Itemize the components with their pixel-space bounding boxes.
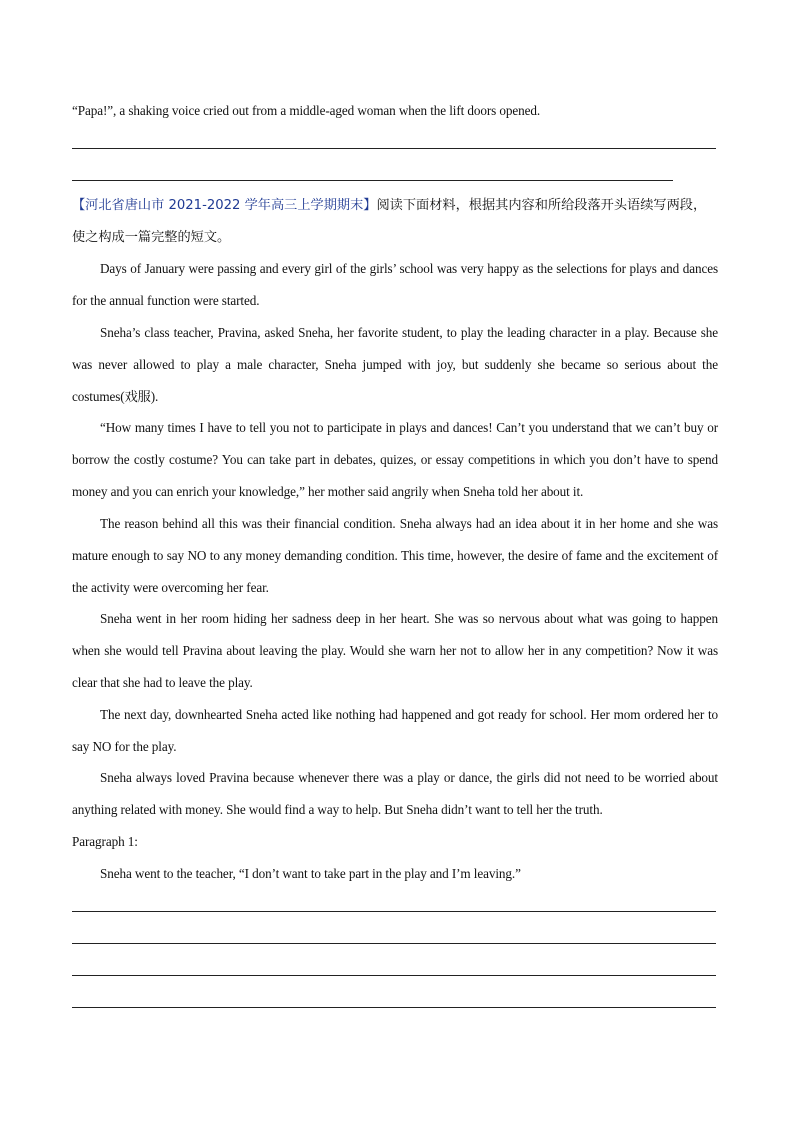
question-header — [72, 190, 722, 254]
question-source: 【河北省唐山市 2021-2022 学年高三上学期期末】 — [72, 198, 377, 213]
paragraph1-opening: Sneha went to the teacher, “I don’t want to take part in the play and I’m leaving.” — [100, 866, 521, 881]
answer-line — [72, 911, 716, 912]
story-paragraph: Sneha went in her room hiding her sadness deep in her heart. She was so nervous about what was going to happen when she would tell Pravina about leaving the play. Would she warn her not to allow her in any competition? Now it was clear that she had to leave the play. — [72, 611, 718, 690]
story-paragraph: The next day, downhearted Sneha acted like nothing had happened and got ready for school. Her mom ordered her to say NO for the play. — [72, 707, 718, 754]
answer-line — [72, 975, 716, 976]
story-paragraph: Sneha always loved Pravina because whenever there was a play or dance, the girls did not need to be worried about anything related with money. She would find a way to help. But Sneha didn’t want to tell her the truth. — [72, 770, 718, 817]
answer-line — [72, 180, 673, 181]
question-instruction-line1: 阅读下面材料，根据其内容和所给段落开头语续写两段， — [376, 198, 707, 213]
question-instruction-line2: 使之构成一篇完整的短文。 — [72, 230, 231, 245]
story-paragraph: The reason behind all this was their financial condition. Sneha always had an idea about it in her home and she was mature enough to say NO to any money demanding condition. This time, however, the desire of fame and the excitement of the activity were overcoming her fear. — [72, 516, 718, 595]
story-paragraph: “How many times I have to tell you not to participate in plays and dances! Can’t you understand that we can’t buy or borrow the costly costume? You can take part in debates, quizes, or essay competitions in which you don’t have to spend money and you can enrich your knowledge,” her mother said angrily when Sneha told her about it. — [72, 420, 718, 499]
paragraph1-label: Paragraph 1: — [72, 834, 138, 849]
top-sentence: “Papa!”, a shaking voice cried out from a middle-aged woman when the lift doors opened. — [72, 103, 541, 118]
story-paragraph: Days of January were passing and every girl of the girls’ school was very happy as the selections for plays and dances for the annual function were started. — [72, 261, 718, 308]
story-paragraph: Sneha’s class teacher, Pravina, asked Sneha, her favorite student, to play the leading character in a play. Because she was never allowed to play a male character, Sneha jumped with joy, but suddenly she became so serious about the costumes(戏服). — [72, 325, 718, 404]
answer-line — [72, 943, 716, 944]
answer-line — [72, 1007, 716, 1008]
answer-line — [72, 148, 716, 149]
